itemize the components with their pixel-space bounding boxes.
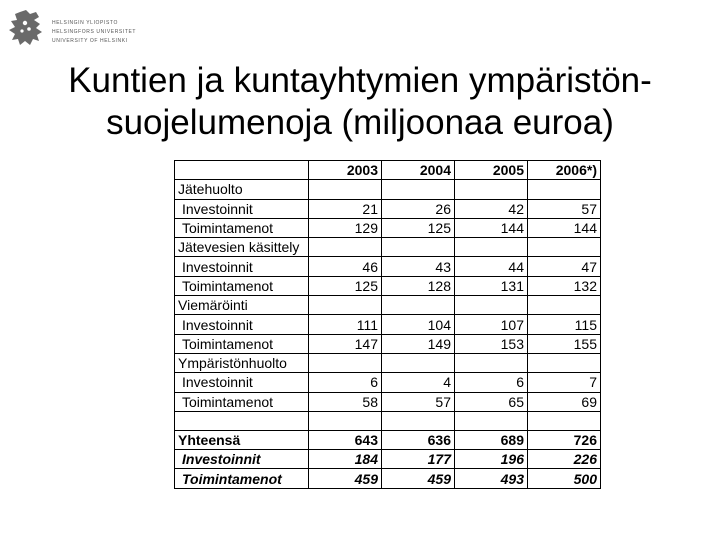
empty-cell (455, 411, 528, 430)
table-row (175, 276, 601, 295)
value-cell: 125 (309, 276, 382, 295)
value-cell: 4 (382, 373, 455, 392)
empty-cell (382, 411, 455, 430)
row-label: Investoinnit (175, 257, 309, 276)
value-cell: 459 (382, 469, 455, 488)
table-row (175, 257, 601, 276)
value-cell: 177 (382, 450, 455, 469)
empty-cell (382, 238, 455, 257)
empty-cell (455, 238, 528, 257)
value-cell: 128 (382, 276, 455, 295)
header-cell: 2005 (455, 161, 528, 180)
empty-cell (528, 353, 601, 372)
value-cell: 104 (382, 315, 455, 334)
value-cell: 44 (455, 257, 528, 276)
value-cell: 6 (309, 373, 382, 392)
total-value-cell: 689 (455, 430, 528, 449)
table-row (175, 334, 601, 353)
table-row (175, 218, 601, 237)
table-row (175, 199, 601, 218)
value-cell: 57 (382, 392, 455, 411)
value-cell: 131 (455, 276, 528, 295)
value-cell: 144 (455, 218, 528, 237)
row-label: Investoinnit (175, 450, 309, 469)
section-label: Ympäristönhuolto (175, 353, 309, 372)
total-value-cell: 726 (528, 430, 601, 449)
value-cell: 493 (455, 469, 528, 488)
value-cell: 58 (309, 392, 382, 411)
value-cell: 144 (528, 218, 601, 237)
logo-text-line: HELSINGIN YLIOPISTO (52, 20, 118, 26)
empty-cell (455, 180, 528, 199)
section-row (175, 296, 601, 315)
value-cell: 226 (528, 450, 601, 469)
value-cell: 500 (528, 469, 601, 488)
value-cell: 7 (528, 373, 601, 392)
row-label: Toimintamenot (175, 218, 309, 237)
empty-cell (528, 180, 601, 199)
empty-cell (382, 353, 455, 372)
total-row (175, 430, 601, 449)
empty-cell (382, 296, 455, 315)
value-cell: 132 (528, 276, 601, 295)
empty-cell (528, 238, 601, 257)
value-cell: 26 (382, 199, 455, 218)
header-row (175, 161, 601, 180)
logo-text-line: UNIVERSITY OF HELSINKI (52, 38, 128, 44)
value-cell: 153 (455, 334, 528, 353)
section-row (175, 238, 601, 257)
spacer-row (175, 411, 601, 430)
empty-cell (309, 411, 382, 430)
section-label: Jätehuolto (175, 180, 309, 199)
empty-cell (455, 296, 528, 315)
expenditure-table (174, 160, 601, 489)
table-row (175, 315, 601, 334)
value-cell: 147 (309, 334, 382, 353)
row-label: Investoinnit (175, 199, 309, 218)
total-sub-row (175, 469, 601, 488)
value-cell: 57 (528, 199, 601, 218)
value-cell: 125 (382, 218, 455, 237)
value-cell: 65 (455, 392, 528, 411)
logo-text-line: HELSINGFORS UNIVERSITET (52, 29, 137, 35)
empty-cell (528, 296, 601, 315)
section-label: Jätevesien käsittely (175, 238, 309, 257)
row-label: Toimintamenot (175, 392, 309, 411)
total-sub-row (175, 450, 601, 469)
header-cell: 2004 (382, 161, 455, 180)
value-cell: 47 (528, 257, 601, 276)
total-value-cell: 636 (382, 430, 455, 449)
empty-cell (309, 238, 382, 257)
value-cell: 459 (309, 469, 382, 488)
header-cell: 2003 (309, 161, 382, 180)
slide-title-line-2: suojelumenoja (miljoonaa euroa) (106, 103, 614, 142)
section-row (175, 353, 601, 372)
value-cell: 6 (455, 373, 528, 392)
value-cell: 69 (528, 392, 601, 411)
value-cell: 155 (528, 334, 601, 353)
value-cell: 149 (382, 334, 455, 353)
empty-cell (309, 296, 382, 315)
row-label: Toimintamenot (175, 469, 309, 488)
section-label: Viemäröinti (175, 296, 309, 315)
value-cell: 42 (455, 199, 528, 218)
row-label: Toimintamenot (175, 334, 309, 353)
total-label: Yhteensä (175, 430, 309, 449)
table-row (175, 373, 601, 392)
value-cell: 129 (309, 218, 382, 237)
empty-cell (309, 180, 382, 199)
empty-cell (528, 411, 601, 430)
total-value-cell: 643 (309, 430, 382, 449)
university-seal-icon (6, 8, 48, 48)
empty-cell (382, 180, 455, 199)
value-cell: 184 (309, 450, 382, 469)
value-cell: 111 (309, 315, 382, 334)
value-cell: 21 (309, 199, 382, 218)
value-cell: 46 (309, 257, 382, 276)
slide-title (0, 60, 720, 144)
table-row (175, 392, 601, 411)
value-cell: 107 (455, 315, 528, 334)
section-row (175, 180, 601, 199)
slide-title-line-1: Kuntien ja kuntayhtymien ympäristön- (68, 61, 652, 100)
university-logo (6, 8, 137, 48)
value-cell: 43 (382, 257, 455, 276)
value-cell: 196 (455, 450, 528, 469)
value-cell: 115 (528, 315, 601, 334)
row-label: Investoinnit (175, 315, 309, 334)
header-cell: 2006*) (528, 161, 601, 180)
header-cell (175, 161, 309, 180)
empty-cell (175, 411, 309, 430)
row-label: Investoinnit (175, 373, 309, 392)
empty-cell (309, 353, 382, 372)
empty-cell (455, 353, 528, 372)
row-label: Toimintamenot (175, 276, 309, 295)
